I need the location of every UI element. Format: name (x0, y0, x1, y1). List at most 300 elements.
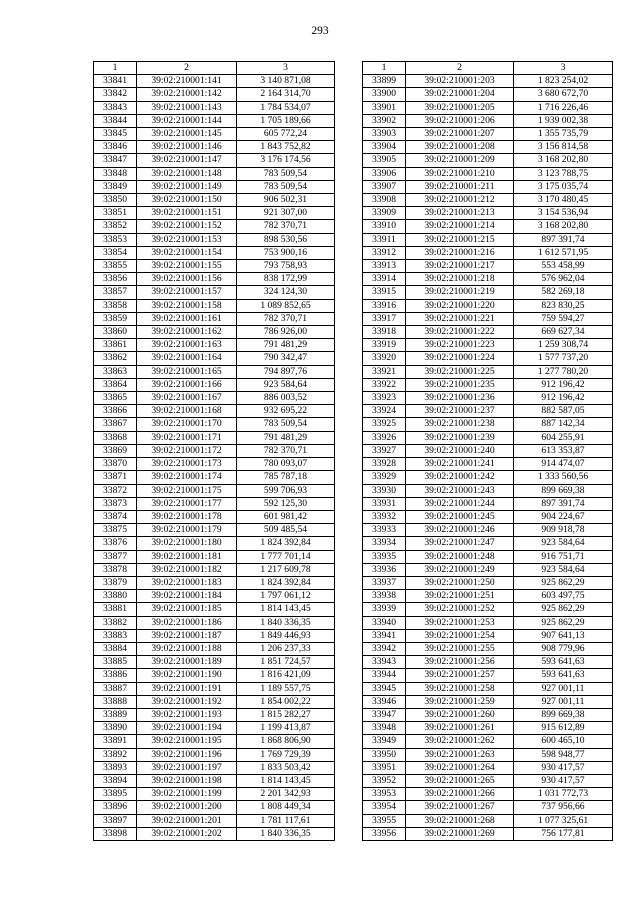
value-cell: 1 612 571,95 (514, 246, 613, 259)
table-row (363, 590, 613, 603)
value-cell: 1 277 780,20 (514, 365, 613, 378)
table-row (363, 299, 613, 312)
row-number-cell: 33878 (94, 563, 137, 576)
table-row (94, 299, 335, 312)
cadastral-number-cell: 39:02:210001:243 (406, 484, 514, 497)
row-number-cell: 33892 (94, 748, 137, 761)
row-number-cell: 33854 (94, 246, 137, 259)
table-row (363, 656, 613, 669)
cadastral-number-cell: 39:02:210001:221 (406, 312, 514, 325)
table-row (94, 352, 335, 365)
value-cell: 909 918,78 (514, 524, 613, 537)
table-row (363, 458, 613, 471)
cadastral-number-cell: 39:02:210001:168 (137, 405, 237, 418)
cadastral-number-cell: 39:02:210001:183 (137, 576, 237, 589)
table-header-row (363, 62, 613, 75)
table-row (94, 761, 335, 774)
cadastral-number-cell: 39:02:210001:245 (406, 510, 514, 523)
row-number-cell: 33944 (363, 669, 406, 682)
value-cell: 782 370,71 (237, 312, 335, 325)
row-number-cell: 33909 (363, 207, 406, 220)
row-number-cell: 33951 (363, 761, 406, 774)
cadastral-number-cell: 39:02:210001:170 (137, 418, 237, 431)
table-row (94, 695, 335, 708)
row-number-cell: 33899 (363, 75, 406, 88)
value-cell: 914 474,07 (514, 458, 613, 471)
cadastral-number-cell: 39:02:210001:200 (137, 801, 237, 814)
cadastral-number-cell: 39:02:210001:154 (137, 246, 237, 259)
cadastral-number-cell: 39:02:210001:239 (406, 431, 514, 444)
value-cell: 921 307,00 (237, 207, 335, 220)
value-cell: 897 391,74 (514, 497, 613, 510)
table-row (363, 761, 613, 774)
row-number-cell: 33870 (94, 458, 137, 471)
row-number-cell: 33936 (363, 563, 406, 576)
table-row (363, 827, 613, 840)
table-row (94, 537, 335, 550)
registry-table-left (93, 61, 335, 841)
row-number-cell: 33871 (94, 471, 137, 484)
cadastral-number-cell: 39:02:210001:166 (137, 378, 237, 391)
value-cell: 1 769 729,39 (237, 748, 335, 761)
table-row (94, 801, 335, 814)
table-row (94, 642, 335, 655)
table-row (94, 722, 335, 735)
row-number-cell: 33848 (94, 167, 137, 180)
table-row (94, 458, 335, 471)
value-cell: 1 716 226,46 (514, 101, 613, 114)
table-row (94, 510, 335, 523)
cadastral-number-cell: 39:02:210001:255 (406, 642, 514, 655)
table-row (94, 312, 335, 325)
table-row (94, 563, 335, 576)
row-number-cell: 33947 (363, 708, 406, 721)
row-number-cell: 33891 (94, 735, 137, 748)
table-row (363, 167, 613, 180)
value-cell: 1 259 308,74 (514, 339, 613, 352)
table-row (363, 220, 613, 233)
cadastral-number-cell: 39:02:210001:246 (406, 524, 514, 537)
value-cell: 605 772,24 (237, 128, 335, 141)
row-number-cell: 33956 (363, 827, 406, 840)
cadastral-number-cell: 39:02:210001:256 (406, 656, 514, 669)
value-cell: 908 779,96 (514, 642, 613, 655)
cadastral-number-cell: 39:02:210001:180 (137, 537, 237, 550)
cadastral-number-cell: 39:02:210001:189 (137, 656, 237, 669)
table-row (94, 814, 335, 827)
value-cell: 782 370,71 (237, 444, 335, 457)
table-row (94, 88, 335, 101)
column-header-1: 1 (94, 62, 137, 75)
table-row (94, 75, 335, 88)
value-cell: 3 168 202,80 (514, 220, 613, 233)
value-cell: 1 781 117,61 (237, 814, 335, 827)
row-number-cell: 33855 (94, 260, 137, 273)
cadastral-number-cell: 39:02:210001:218 (406, 273, 514, 286)
row-number-cell: 33867 (94, 418, 137, 431)
table-row (363, 88, 613, 101)
cadastral-number-cell: 39:02:210001:210 (406, 167, 514, 180)
row-number-cell: 33945 (363, 682, 406, 695)
row-number-cell: 33873 (94, 497, 137, 510)
value-cell: 1 824 392,84 (237, 576, 335, 589)
row-number-cell: 33849 (94, 180, 137, 193)
cadastral-number-cell: 39:02:210001:147 (137, 154, 237, 167)
table-row (94, 682, 335, 695)
value-cell: 3 176 174,56 (237, 154, 335, 167)
value-cell: 1 868 806,90 (237, 735, 335, 748)
row-number-cell: 33894 (94, 774, 137, 787)
row-number-cell: 33907 (363, 180, 406, 193)
value-cell: 780 093,07 (237, 458, 335, 471)
value-cell: 599 706,93 (237, 484, 335, 497)
table-row (363, 246, 613, 259)
row-number-cell: 33937 (363, 576, 406, 589)
cadastral-number-cell: 39:02:210001:242 (406, 471, 514, 484)
row-number-cell: 33920 (363, 352, 406, 365)
table-row (363, 312, 613, 325)
cadastral-number-cell: 39:02:210001:217 (406, 260, 514, 273)
value-cell: 1 705 189,66 (237, 114, 335, 127)
value-cell: 3 680 672,70 (514, 88, 613, 101)
value-cell: 1 206 237,33 (237, 642, 335, 655)
cadastral-number-cell: 39:02:210001:224 (406, 352, 514, 365)
row-number-cell: 33887 (94, 682, 137, 695)
row-number-cell: 33939 (363, 603, 406, 616)
cadastral-number-cell: 39:02:210001:171 (137, 431, 237, 444)
cadastral-number-cell: 39:02:210001:219 (406, 286, 514, 299)
row-number-cell: 33883 (94, 629, 137, 642)
table-row (363, 207, 613, 220)
cadastral-number-cell: 39:02:210001:254 (406, 629, 514, 642)
table-row (363, 418, 613, 431)
value-cell: 604 255,91 (514, 431, 613, 444)
row-number-cell: 33874 (94, 510, 137, 523)
table-row (363, 510, 613, 523)
cadastral-number-cell: 39:02:210001:260 (406, 708, 514, 721)
cadastral-number-cell: 39:02:210001:250 (406, 576, 514, 589)
row-number-cell: 33858 (94, 299, 137, 312)
cadastral-number-cell: 39:02:210001:220 (406, 299, 514, 312)
row-number-cell: 33938 (363, 590, 406, 603)
value-cell: 1 814 143,45 (237, 774, 335, 787)
value-cell: 3 140 871,08 (237, 75, 335, 88)
cadastral-number-cell: 39:02:210001:215 (406, 233, 514, 246)
row-number-cell: 33877 (94, 550, 137, 563)
value-cell: 1 355 735,79 (514, 128, 613, 141)
cadastral-number-cell: 39:02:210001:241 (406, 458, 514, 471)
row-number-cell: 33853 (94, 233, 137, 246)
row-number-cell: 33954 (363, 801, 406, 814)
table-row (363, 722, 613, 735)
table-row (94, 365, 335, 378)
row-number-cell: 33913 (363, 260, 406, 273)
cadastral-number-cell: 39:02:210001:214 (406, 220, 514, 233)
row-number-cell: 33846 (94, 141, 137, 154)
cadastral-number-cell: 39:02:210001:198 (137, 774, 237, 787)
registry-table-right (362, 61, 613, 841)
page-number: 293 (311, 25, 329, 37)
table-row (363, 431, 613, 444)
cadastral-number-cell: 39:02:210001:152 (137, 220, 237, 233)
table-row (363, 537, 613, 550)
cadastral-number-cell: 39:02:210001:225 (406, 365, 514, 378)
row-number-cell: 33929 (363, 471, 406, 484)
value-cell: 925 862,29 (514, 576, 613, 589)
row-number-cell: 33900 (363, 88, 406, 101)
table-row (94, 418, 335, 431)
cadastral-number-cell: 39:02:210001:155 (137, 260, 237, 273)
value-cell: 791 481,29 (237, 339, 335, 352)
value-cell: 785 787,18 (237, 471, 335, 484)
table-row (363, 273, 613, 286)
cadastral-number-cell: 39:02:210001:248 (406, 550, 514, 563)
table-row (94, 141, 335, 154)
row-number-cell: 33857 (94, 286, 137, 299)
value-cell: 553 458,99 (514, 260, 613, 273)
table-row (94, 616, 335, 629)
row-number-cell: 33930 (363, 484, 406, 497)
cadastral-number-cell: 39:02:210001:173 (137, 458, 237, 471)
value-cell: 930 417,57 (514, 761, 613, 774)
value-cell: 793 758,93 (237, 260, 335, 273)
value-cell: 1 824 392,84 (237, 537, 335, 550)
table-row (94, 748, 335, 761)
column-header-3: 3 (237, 62, 335, 75)
row-number-cell: 33844 (94, 114, 137, 127)
value-cell: 1 939 002,38 (514, 114, 613, 127)
cadastral-number-cell: 39:02:210001:153 (137, 233, 237, 246)
table-row (363, 629, 613, 642)
value-cell: 1 840 336,35 (237, 616, 335, 629)
value-cell: 600 465,10 (514, 735, 613, 748)
table-row (94, 378, 335, 391)
column-header-2: 2 (137, 62, 237, 75)
value-cell: 2 164 314,70 (237, 88, 335, 101)
value-cell: 1 814 143,45 (237, 603, 335, 616)
row-number-cell: 33888 (94, 695, 137, 708)
cadastral-number-cell: 39:02:210001:193 (137, 708, 237, 721)
value-cell: 916 751,71 (514, 550, 613, 563)
value-cell: 790 342,47 (237, 352, 335, 365)
cadastral-number-cell: 39:02:210001:141 (137, 75, 237, 88)
table-row (363, 603, 613, 616)
cadastral-number-cell: 39:02:210001:236 (406, 392, 514, 405)
cadastral-number-cell: 39:02:210001:249 (406, 563, 514, 576)
row-number-cell: 33922 (363, 378, 406, 391)
table-row (94, 603, 335, 616)
table-row (363, 788, 613, 801)
value-cell: 598 948,77 (514, 748, 613, 761)
table-row (363, 194, 613, 207)
table-row (363, 154, 613, 167)
table-row (363, 365, 613, 378)
value-cell: 930 417,57 (514, 774, 613, 787)
cadastral-number-cell: 39:02:210001:177 (137, 497, 237, 510)
row-number-cell: 33933 (363, 524, 406, 537)
cadastral-number-cell: 39:02:210001:258 (406, 682, 514, 695)
row-number-cell: 33852 (94, 220, 137, 233)
value-cell: 899 669,38 (514, 708, 613, 721)
cadastral-number-cell: 39:02:210001:205 (406, 101, 514, 114)
value-cell: 3 123 788,75 (514, 167, 613, 180)
row-number-cell: 33895 (94, 788, 137, 801)
value-cell: 509 485,54 (237, 524, 335, 537)
table-row (363, 114, 613, 127)
cadastral-number-cell: 39:02:210001:148 (137, 167, 237, 180)
row-number-cell: 33861 (94, 339, 137, 352)
value-cell: 791 481,29 (237, 431, 335, 444)
table-row (363, 550, 613, 563)
row-number-cell: 33864 (94, 378, 137, 391)
value-cell: 1 808 449,34 (237, 801, 335, 814)
value-cell: 1 199 413,87 (237, 722, 335, 735)
row-number-cell: 33926 (363, 431, 406, 444)
cadastral-number-cell: 39:02:210001:207 (406, 128, 514, 141)
table-row (363, 378, 613, 391)
value-cell: 3 168 202,80 (514, 154, 613, 167)
cadastral-number-cell: 39:02:210001:267 (406, 801, 514, 814)
row-number-cell: 33952 (363, 774, 406, 787)
row-number-cell: 33935 (363, 550, 406, 563)
table-row (94, 669, 335, 682)
cadastral-number-cell: 39:02:210001:194 (137, 722, 237, 735)
table-row (363, 774, 613, 787)
table-row (363, 444, 613, 457)
table-row (94, 524, 335, 537)
table-row (363, 141, 613, 154)
table-row (363, 576, 613, 589)
row-number-cell: 33940 (363, 616, 406, 629)
value-cell: 904 224,67 (514, 510, 613, 523)
row-number-cell: 33843 (94, 101, 137, 114)
value-cell: 915 612,89 (514, 722, 613, 735)
table-row (363, 233, 613, 246)
table-row (363, 682, 613, 695)
row-number-cell: 33898 (94, 827, 137, 840)
table-row (94, 497, 335, 510)
value-cell: 669 627,34 (514, 326, 613, 339)
cadastral-number-cell: 39:02:210001:235 (406, 378, 514, 391)
table-row (94, 339, 335, 352)
row-number-cell: 33923 (363, 392, 406, 405)
value-cell: 601 981,42 (237, 510, 335, 523)
table-row (363, 748, 613, 761)
value-cell: 923 584,64 (514, 537, 613, 550)
cadastral-number-cell: 39:02:210001:209 (406, 154, 514, 167)
cadastral-number-cell: 39:02:210001:268 (406, 814, 514, 827)
column-header-3: 3 (514, 62, 613, 75)
row-number-cell: 33931 (363, 497, 406, 510)
cadastral-number-cell: 39:02:210001:144 (137, 114, 237, 127)
value-cell: 592 125,30 (237, 497, 335, 510)
value-cell: 923 584,64 (237, 378, 335, 391)
cadastral-number-cell: 39:02:210001:187 (137, 629, 237, 642)
cadastral-number-cell: 39:02:210001:202 (137, 827, 237, 840)
cadastral-number-cell: 39:02:210001:263 (406, 748, 514, 761)
row-number-cell: 33917 (363, 312, 406, 325)
row-number-cell: 33889 (94, 708, 137, 721)
row-number-cell: 33875 (94, 524, 137, 537)
value-cell: 783 509,54 (237, 167, 335, 180)
row-number-cell: 33876 (94, 537, 137, 550)
table-row (94, 260, 335, 273)
table-row (94, 656, 335, 669)
table-row (94, 326, 335, 339)
cadastral-number-cell: 39:02:210001:223 (406, 339, 514, 352)
row-number-cell: 33893 (94, 761, 137, 774)
table-row (94, 444, 335, 457)
table-header-row (94, 62, 335, 75)
cadastral-number-cell: 39:02:210001:181 (137, 550, 237, 563)
cadastral-number-cell: 39:02:210001:240 (406, 444, 514, 457)
table-row (363, 392, 613, 405)
cadastral-number-cell: 39:02:210001:252 (406, 603, 514, 616)
row-number-cell: 33901 (363, 101, 406, 114)
cadastral-number-cell: 39:02:210001:190 (137, 669, 237, 682)
row-number-cell: 33859 (94, 312, 137, 325)
row-number-cell: 33941 (363, 629, 406, 642)
row-number-cell: 33915 (363, 286, 406, 299)
cadastral-number-cell: 39:02:210001:145 (137, 128, 237, 141)
cadastral-number-cell: 39:02:210001:157 (137, 286, 237, 299)
row-number-cell: 33890 (94, 722, 137, 735)
cadastral-number-cell: 39:02:210001:251 (406, 590, 514, 603)
row-number-cell: 33865 (94, 392, 137, 405)
cadastral-number-cell: 39:02:210001:165 (137, 365, 237, 378)
value-cell: 324 124,30 (237, 286, 335, 299)
cadastral-number-cell: 39:02:210001:257 (406, 669, 514, 682)
value-cell: 3 175 035,74 (514, 180, 613, 193)
table-row (363, 708, 613, 721)
row-number-cell: 33953 (363, 788, 406, 801)
table-row (363, 326, 613, 339)
row-number-cell: 33881 (94, 603, 137, 616)
row-number-cell: 33886 (94, 669, 137, 682)
cadastral-number-cell: 39:02:210001:178 (137, 510, 237, 523)
table-row (94, 101, 335, 114)
cadastral-number-cell: 39:02:210001:237 (406, 405, 514, 418)
cadastral-number-cell: 39:02:210001:259 (406, 695, 514, 708)
value-cell: 3 154 536,94 (514, 207, 613, 220)
row-number-cell: 33921 (363, 365, 406, 378)
table-row (94, 735, 335, 748)
table-row (363, 801, 613, 814)
cadastral-number-cell: 39:02:210001:172 (137, 444, 237, 457)
cadastral-number-cell: 39:02:210001:238 (406, 418, 514, 431)
table-row (94, 774, 335, 787)
cadastral-number-cell: 39:02:210001:150 (137, 194, 237, 207)
value-cell: 912 196,42 (514, 378, 613, 391)
cadastral-number-cell: 39:02:210001:201 (137, 814, 237, 827)
table-row (363, 260, 613, 273)
cadastral-number-cell: 39:02:210001:196 (137, 748, 237, 761)
row-number-cell: 33919 (363, 339, 406, 352)
value-cell: 1 816 421,09 (237, 669, 335, 682)
table-row (94, 128, 335, 141)
table-row (94, 194, 335, 207)
column-header-2: 2 (406, 62, 514, 75)
value-cell: 1 784 534,07 (237, 101, 335, 114)
row-number-cell: 33946 (363, 695, 406, 708)
value-cell: 838 172,99 (237, 273, 335, 286)
column-header-1: 1 (363, 62, 406, 75)
row-number-cell: 33904 (363, 141, 406, 154)
value-cell: 887 142,34 (514, 418, 613, 431)
value-cell: 1 089 852,65 (237, 299, 335, 312)
value-cell: 759 594,27 (514, 312, 613, 325)
row-number-cell: 33948 (363, 722, 406, 735)
